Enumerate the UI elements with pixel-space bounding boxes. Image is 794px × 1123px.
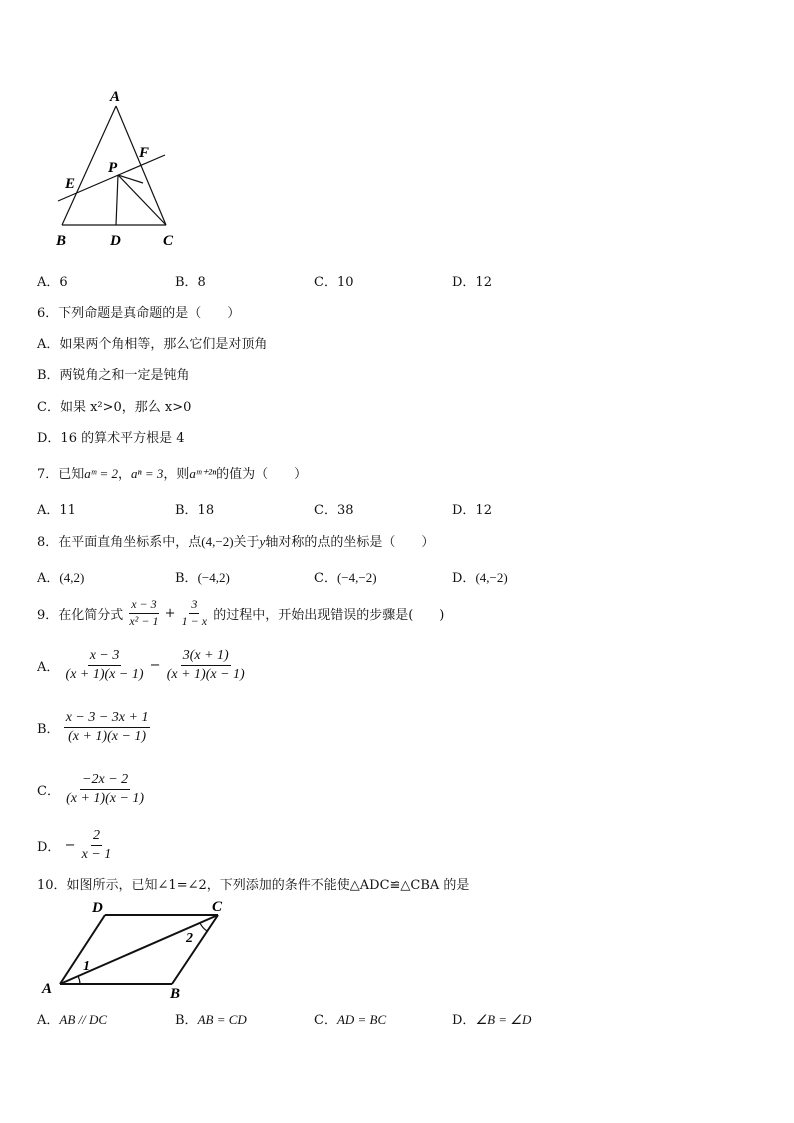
q9-option-a-frac2-den: (x + 1)(x − 1): [166, 667, 245, 683]
q9-fraction-1-num: x − 3: [129, 598, 158, 614]
q9-option-a-frac2: [165, 648, 247, 683]
q9-option-d-sign: −: [64, 838, 76, 854]
q10-option-d-value: ∠B = ∠D: [475, 1012, 532, 1027]
q10-option-b[interactable]: [175, 1009, 247, 1028]
q5-option-b[interactable]: B．8: [175, 275, 206, 290]
q9-option-b-frac-num: x − 3 − 3x + 1: [64, 710, 151, 728]
q8-option-c-label: C．: [314, 571, 337, 586]
q9-option-a-frac1-den: (x + 1)(x − 1): [65, 667, 144, 683]
q8-option-b[interactable]: [175, 567, 230, 586]
q8-option-d[interactable]: [452, 567, 508, 586]
q6-option-a[interactable]: A．如果两个角相等，那么它们是对顶角: [37, 337, 268, 352]
q9-option-a-frac1: [64, 648, 146, 683]
q10-option-d-label: D．: [452, 1013, 476, 1028]
q7-option-d[interactable]: D．12: [452, 503, 492, 518]
label-E: E: [65, 176, 76, 192]
q9-option-c-frac: [64, 772, 146, 807]
label-B: B: [170, 986, 181, 1002]
q10-option-c[interactable]: [314, 1009, 386, 1028]
q10-option-c-label: C．: [314, 1013, 337, 1028]
q9-option-c-frac-num: −2x − 2: [80, 772, 130, 790]
q7-option-b[interactable]: B．18: [175, 503, 215, 518]
label-B: B: [56, 233, 67, 249]
q7-option-c[interactable]: C．38: [314, 503, 354, 518]
label-D: D: [92, 900, 103, 916]
label-C: C: [212, 899, 223, 915]
q9-option-c-label: C．: [37, 784, 60, 800]
q7-suffix: 的值为（ ）: [216, 467, 308, 482]
label-D: D: [110, 233, 121, 249]
q7-option-a[interactable]: A．11: [37, 503, 76, 518]
q9-option-c[interactable]: [37, 772, 146, 807]
q6-option-d[interactable]: D．16 的算术平方根是 4: [37, 431, 185, 446]
q8-prefix: 8．在平面直角坐标系中，点: [37, 535, 202, 550]
q8-option-b-value: (−4,2): [197, 570, 230, 585]
q7-sep: ，: [117, 467, 131, 482]
q8-option-a[interactable]: [37, 567, 84, 586]
q8-suffix: 轴对称的点的坐标是（ ）: [265, 535, 435, 550]
q10-option-a-label: A．: [37, 1013, 60, 1028]
q5-option-c[interactable]: C．10: [314, 275, 354, 290]
q9-suffix: 的过程中，开始出现错误的步骤是( ): [213, 607, 445, 623]
q9-option-b-frac-den: (x + 1)(x − 1): [68, 729, 147, 745]
q10-option-d[interactable]: [452, 1009, 531, 1028]
q10-option-a[interactable]: [37, 1009, 107, 1028]
q10-option-b-value: AB = CD: [197, 1012, 247, 1027]
q8-point: (4,−2): [201, 534, 234, 549]
q9-option-d[interactable]: [37, 828, 113, 863]
q10-stem: 10．如图所示，已知∠1=∠2，下列添加的条件不能使△ADC≌△CBA 的是: [37, 878, 470, 893]
label-A: A: [42, 981, 53, 997]
q9-option-b-label: B．: [37, 722, 60, 738]
q9-option-d-frac-den: x − 1: [81, 847, 112, 863]
q9-option-a-minus: −: [149, 658, 161, 674]
q9-option-d-label: D．: [37, 840, 61, 856]
q6-option-c[interactable]: C．如果 x²>0，那么 x>0: [37, 400, 192, 415]
q8-mid: 关于: [233, 535, 260, 550]
q8-option-b-label: B．: [175, 571, 198, 586]
q9-fraction-1-den: x² − 1: [129, 613, 159, 628]
q9-fraction-2-den: 1 − x: [181, 613, 208, 628]
q9-option-c-frac-den: (x + 1)(x − 1): [66, 791, 145, 807]
q8-option-a-value: (4,2): [59, 570, 85, 585]
q10-option-c-value: AD = BC: [336, 1012, 387, 1027]
q8-option-a-label: A．: [37, 571, 60, 586]
q8-option-d-label: D．: [452, 571, 476, 586]
q9-plus: +: [164, 605, 176, 621]
label-angle-2: 2: [186, 931, 193, 946]
q9-fraction-2: [180, 598, 209, 629]
q9-prefix: 9．在化简分式: [37, 607, 124, 623]
q9-option-b-frac: [64, 710, 151, 745]
q7-cond1: aᵐ = 2: [84, 466, 118, 481]
parallelogram-figure: [38, 896, 238, 1004]
triangle-figure: [50, 84, 190, 249]
q9-stem: [37, 598, 444, 629]
q8-option-c[interactable]: [314, 567, 377, 586]
q7-expr: aᵐ⁺²ⁿ: [189, 466, 217, 481]
label-P: P: [108, 160, 118, 176]
label-F: F: [139, 145, 150, 161]
label-C: C: [163, 233, 174, 249]
q9-option-a-frac2-num: 3(x + 1): [181, 648, 231, 666]
q8-option-d-value: (4,−2): [475, 570, 508, 585]
q10-option-b-label: B．: [175, 1013, 198, 1028]
q9-option-a-label: A．: [37, 660, 60, 676]
q9-option-d-frac-num: 2: [91, 828, 102, 846]
q7-mid: ，则: [163, 467, 190, 482]
q9-fraction-2-num: 3: [189, 598, 199, 614]
q7-stem: [37, 463, 307, 482]
q9-option-a-frac1-num: x − 3: [88, 648, 122, 666]
q8-option-c-value: (−4,−2): [336, 570, 377, 585]
q8-stem: [37, 531, 434, 550]
q8-axis: y: [259, 534, 266, 549]
q9-fraction-1: [127, 598, 160, 629]
q9-option-d-frac: [80, 828, 114, 863]
q9-option-b[interactable]: [37, 710, 150, 745]
q10-option-a-value: AB // DC: [59, 1012, 108, 1027]
q9-option-a[interactable]: [37, 648, 247, 683]
q6-option-b[interactable]: B．两锐角之和一定是钝角: [37, 368, 190, 383]
q7-cond2: aⁿ = 3: [131, 466, 164, 481]
q7-prefix: 7．已知: [37, 467, 85, 482]
q6-stem: 6．下列命题是真命题的是（ ）: [37, 306, 241, 321]
label-A: A: [110, 89, 121, 105]
label-angle-1: 1: [83, 959, 90, 974]
q5-option-a[interactable]: A．6: [37, 275, 68, 290]
q5-option-d[interactable]: D．12: [452, 275, 492, 290]
